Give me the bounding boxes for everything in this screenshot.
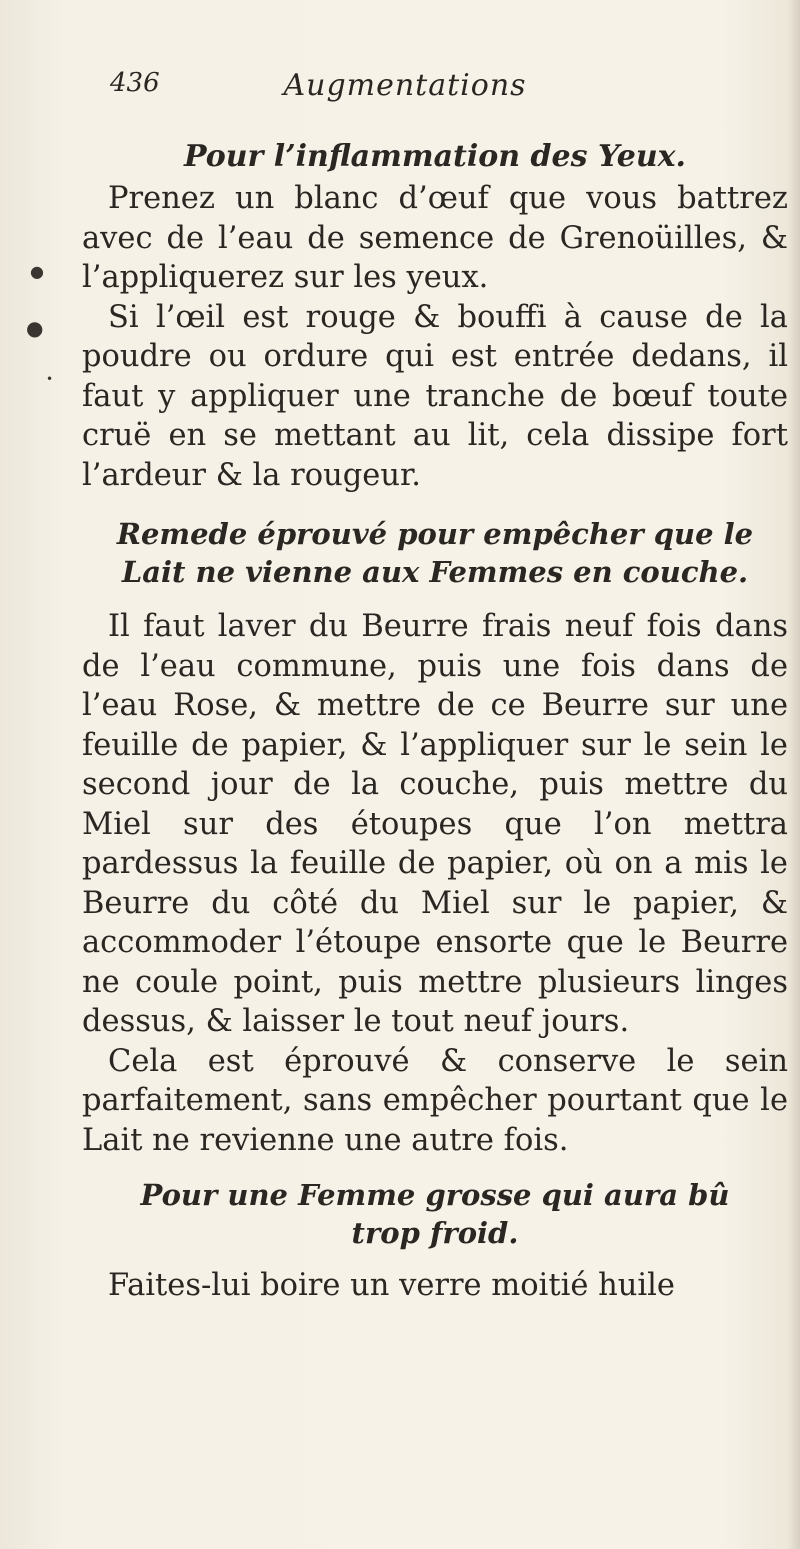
page-body <box>82 138 788 1306</box>
margin-ink-speck: • <box>46 372 54 386</box>
section-heading: Remede éprouvé pour empêcher que le Lait ne vienne aux Femmes en couche. <box>116 517 754 589</box>
page-edge-shadow <box>788 0 800 1549</box>
paragraph: Prenez un blanc d’œuf que vous battrez avec de l’eau de semence de Grenoüilles, & l’appliquerez sur les yeux. <box>82 181 788 295</box>
page-number: 436 <box>110 68 160 98</box>
paragraph: Cela est éprouvé & conserve le sein parfaitement, sans empêcher pourtant que le Lait ne revienne une autre fois. <box>82 1043 788 1158</box>
running-title: Augmentations <box>283 68 527 103</box>
page-header <box>110 68 700 108</box>
margin-ink-blot: ● <box>26 316 44 340</box>
section-heading: Pour une Femme grosse qui aura bû trop froid. <box>140 1178 730 1250</box>
margin-ink-dot: ● <box>30 262 44 281</box>
paragraph: Si l’œil est rouge & bouffi à cause de la poudre ou ordure qui est entrée dedans, il faut y appliquer une tranche de bœuf toute cruë en se mettant au lit, cela dissipe fort l’ardeur & la rougeur. <box>82 299 788 493</box>
section-heading: Pour l’inflammation des Yeux. <box>183 139 686 174</box>
paragraph: Il faut laver du Beurre frais neuf fois dans de l’eau commune, puis une fois dans de l’eau Rose, & mettre de ce Beurre sur une feuille de papier, & l’appliquer sur le sein le second jour de la couche, puis mettre du Miel sur des étoupes que l’on mettra pardessus la feuille de papier, où on a mis le Beurre du côté du Miel sur le papier, & accommoder l’étoupe ensorte que le Beurre ne coule point, puis mettre plusieurs linges dessus, & laisser le tout neuf jours. <box>82 609 788 1039</box>
paragraph: Faites-lui boire un verre moitié huile <box>108 1268 675 1303</box>
